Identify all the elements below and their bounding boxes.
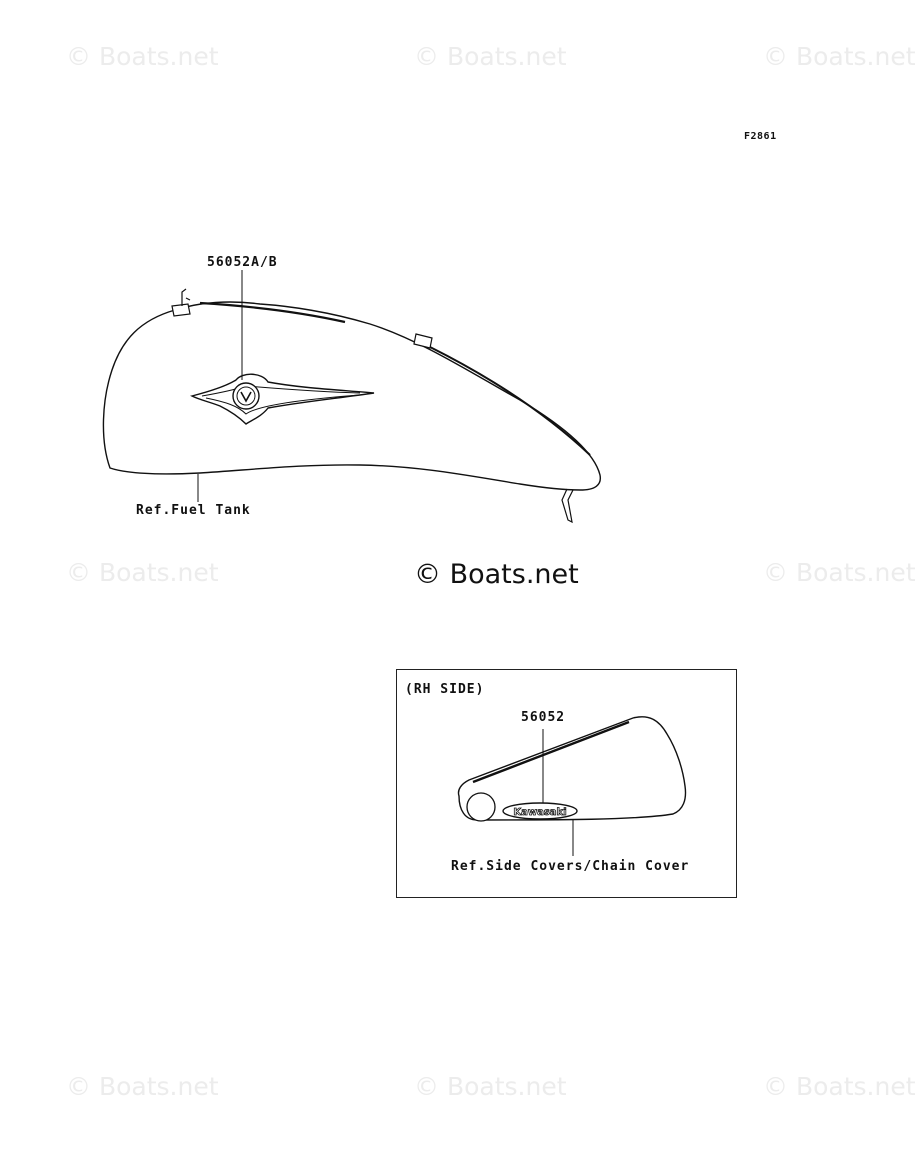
- inset-rh-side: [396, 669, 737, 898]
- ref-label-side-covers: Ref.Side Covers/Chain Cover: [451, 859, 690, 874]
- watermark: © Boats.net: [414, 42, 567, 71]
- tank-clip-front: [172, 289, 190, 316]
- watermark: © Boats.net: [763, 42, 916, 71]
- figure-id: F2861: [744, 131, 777, 142]
- watermark: © Boats.net: [66, 42, 219, 71]
- emblem-text: Kawasaki: [513, 807, 567, 818]
- side-cover-grommet: [467, 793, 495, 821]
- part-label-tank-emblem: 56052A/B: [207, 255, 278, 270]
- watermark: © Boats.net: [414, 1072, 567, 1101]
- watermark: © Boats.net: [763, 558, 916, 587]
- watermark: © Boats.net: [66, 558, 219, 587]
- tank-emblem: [192, 374, 374, 424]
- watermark: © Boats.net: [763, 1072, 916, 1101]
- watermark-main: © Boats.net: [414, 559, 579, 590]
- watermark: © Boats.net: [66, 1072, 219, 1101]
- ref-label-fuel-tank: Ref.Fuel Tank: [136, 503, 251, 518]
- inset-title: (RH SIDE): [405, 682, 485, 697]
- tank-clip-rear: [414, 334, 432, 348]
- part-label-side-cover: 56052: [521, 710, 566, 725]
